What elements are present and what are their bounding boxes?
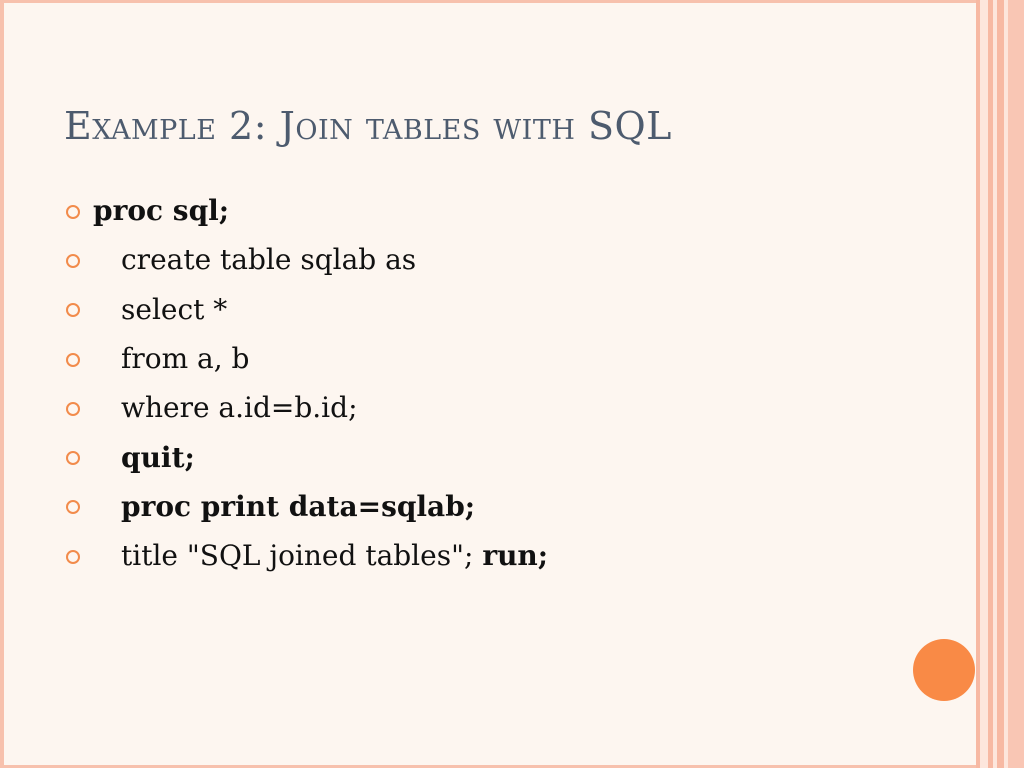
bullet-circle-icon (66, 205, 80, 219)
slide-top-border (0, 0, 980, 3)
bullet-text: where a.id=b.id; (121, 391, 358, 425)
bullet-text: proc sql; (93, 194, 230, 228)
slide-title: Example 2: Join tables with SQL (64, 104, 672, 148)
slide-left-border (0, 0, 4, 768)
bullet-text-regular: title "SQL joined tables"; (121, 539, 474, 573)
bullet-circle-icon (66, 254, 80, 268)
bullet-text: select * (121, 292, 228, 326)
bullet-text-bold: run; (482, 539, 549, 573)
bullet-circle-icon (66, 500, 80, 514)
bullet-item (66, 531, 548, 580)
bullet-text: create table sqlab as (121, 243, 417, 277)
bullet-circle-icon (66, 402, 80, 416)
bullet-text: from a, b (121, 342, 250, 376)
decorative-stripe (1008, 0, 1024, 768)
bullet-text: quit; (121, 440, 195, 474)
accent-circle (913, 639, 975, 701)
bullet-item (66, 383, 548, 432)
bullet-item (66, 285, 548, 334)
bullet-circle-icon (66, 303, 80, 317)
bullet-item (66, 334, 548, 383)
bullet-text (121, 539, 548, 572)
decorative-stripe (980, 0, 988, 768)
bullet-circle-icon (66, 550, 80, 564)
bullet-list (66, 186, 548, 580)
bullet-item (66, 235, 548, 284)
bullet-item (66, 186, 548, 235)
bullet-item (66, 432, 548, 481)
decorative-stripe (997, 0, 1004, 768)
bullet-circle-icon (66, 353, 80, 367)
bullet-item (66, 482, 548, 531)
bullet-circle-icon (66, 451, 80, 465)
bullet-text: proc print data=sqlab; (121, 489, 476, 523)
